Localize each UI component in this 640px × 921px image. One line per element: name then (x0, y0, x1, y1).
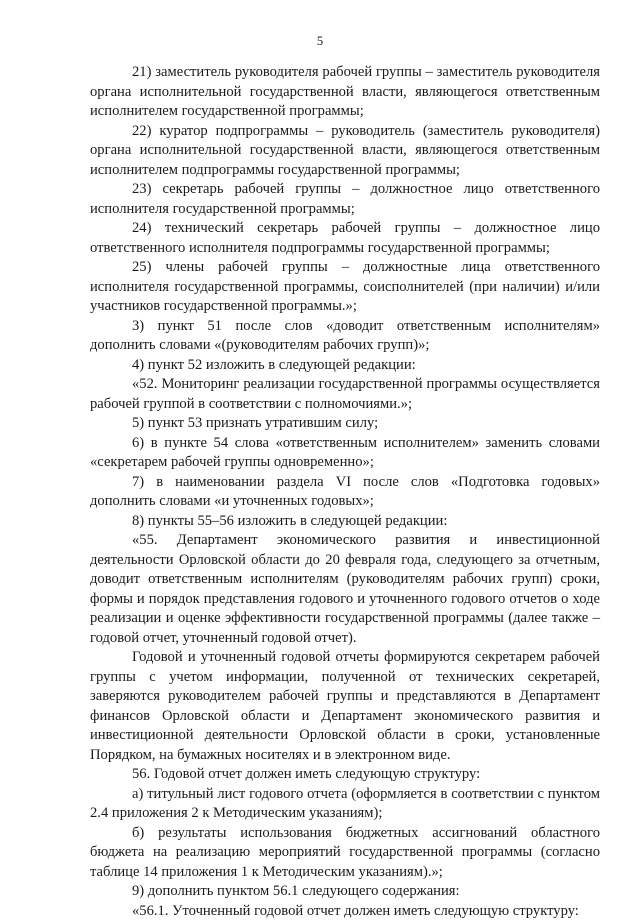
paragraph-clause-55-cont: Годовой и уточненный годовой отчеты формируются секретарем рабочей группы с учетом информации, полученной от технических секретарей, заверяются руководителем рабочей группы и представляются в Департамент финансов Орловской области и Департамент экономического развития и инвестиционной деятельности Орловской области в сроки, установленные Порядком, на бумажных носителях и в электронном виде. (90, 648, 600, 765)
paragraph-item-24: 24) технический секретарь рабочей группы – должностное лицо ответственного исполнителя подпрограммы государственной программы; (90, 219, 600, 258)
paragraph-amendment-6: 6) в пункте 54 слова «ответственным исполнителем» заменить словами «секретарем рабочей группы одновременно»; (90, 434, 600, 473)
paragraph-item-25: 25) члены рабочей группы – должностные лица ответственного исполнителя государственной программы, соисполнителей (при наличии) и/или участников государственной программы.»; (90, 258, 600, 317)
paragraph-item-23: 23) секретарь рабочей группы – должностное лицо ответственного исполнителя государственной программы; (90, 180, 600, 219)
paragraph-clause-56-b: б) результаты использования бюджетных ассигнований областного бюджета на реализацию мероприятий государственной программы (согласно таблице 14 приложения 1 к Методическим указаниям).»; (90, 824, 600, 883)
paragraph-clause-55: «55. Департамент экономического развития и инвестиционной деятельности Орловской области до 20 февраля года, следующего за отчетным, доводит ответственным исполнителям (руководителям рабочих групп) сроки, формы и порядок представления годового и уточненного годового отчетов о ходе реализации и оценке эффективности государственной программы (далее также – годовой отчет, уточненный годовой отчет). (90, 531, 600, 648)
paragraph-clause-56: 56. Годовой отчет должен иметь следующую структуру: (90, 765, 600, 785)
paragraph-amendment-4: 4) пункт 52 изложить в следующей редакции: (90, 356, 600, 376)
document-body (90, 63, 600, 921)
paragraph-clause-56-a: а) титульный лист годового отчета (оформляется в соответствии с пунктом 2.4 приложения 2 к Методическим указаниям); (90, 785, 600, 824)
paragraph-amendment-5: 5) пункт 53 признать утратившим силу; (90, 414, 600, 434)
paragraph-amendment-7: 7) в наименовании раздела VI после слов «Подготовка годовых» дополнить словами «и уточненных годовых»; (90, 473, 600, 512)
paragraph-amendment-9: 9) дополнить пунктом 56.1 следующего содержания: (90, 882, 600, 902)
paragraph-item-21: 21) заместитель руководителя рабочей группы – заместитель руководителя органа исполнительной государственной власти, являющегося ответственным исполнителем государственной программы; (90, 63, 600, 122)
paragraph-clause-56-1: «56.1. Уточненный годовой отчет должен иметь следующую структуру: (90, 902, 600, 921)
paragraph-amendment-8: 8) пункты 55–56 изложить в следующей редакции: (90, 512, 600, 532)
paragraph-item-22: 22) куратор подпрограммы – руководитель (заместитель руководителя) органа исполнительной государственной власти, являющегося ответственным исполнителем подпрограммы государственной программы; (90, 122, 600, 181)
paragraph-amendment-3: 3) пункт 51 после слов «доводит ответственным исполнителям» дополнить словами «(руководителям рабочих групп)»; (90, 317, 600, 356)
page-number: 5 (0, 34, 640, 49)
paragraph-clause-52: «52. Мониторинг реализации государственной программы осуществляется рабочей группой в соответствии с полномочиями.»; (90, 375, 600, 414)
